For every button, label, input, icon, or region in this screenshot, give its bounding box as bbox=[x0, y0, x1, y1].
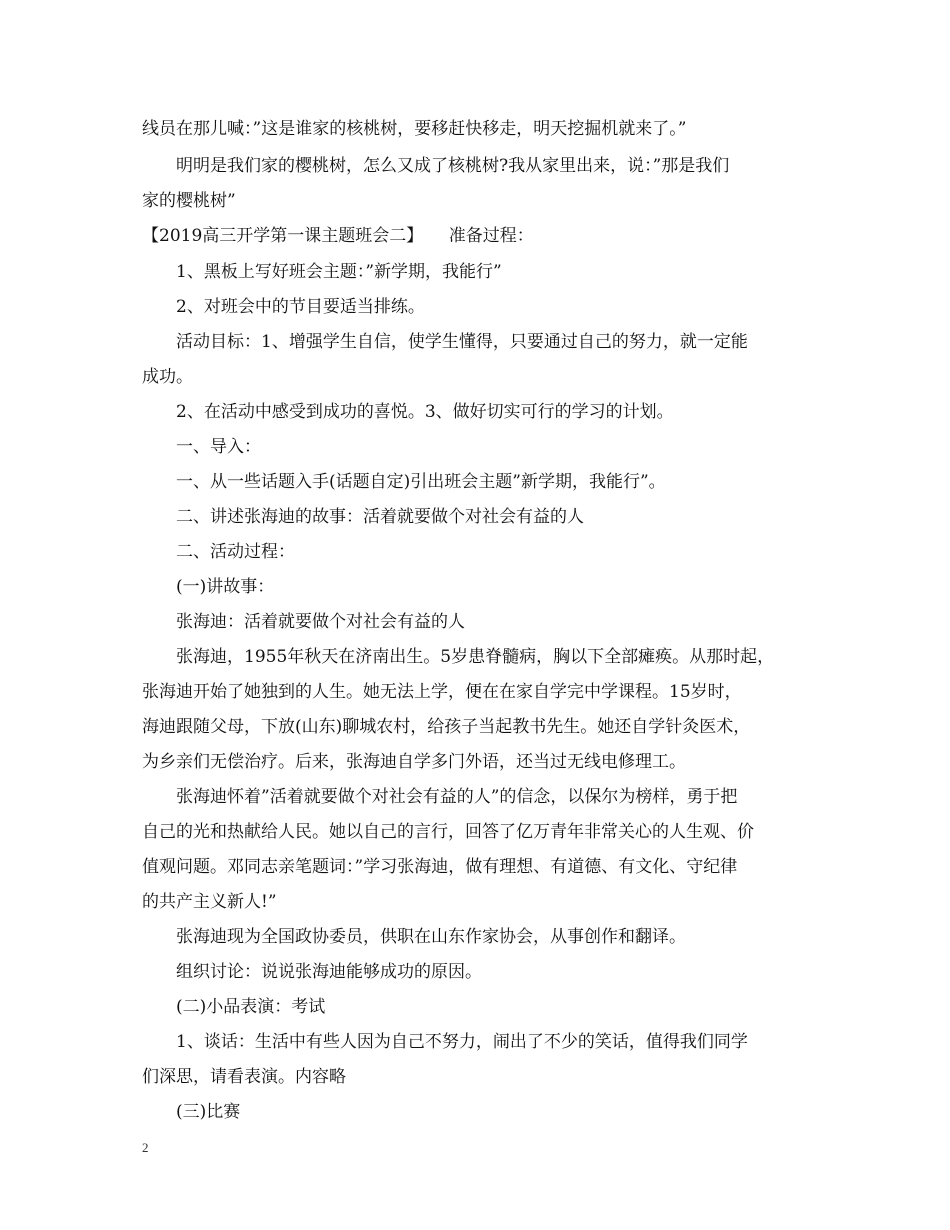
text-line: 活动目标：1、增强学生自信，使学生懂得，只要通过自己的努力，就一定能 bbox=[176, 332, 748, 352]
page-number: 2 bbox=[142, 1140, 149, 1155]
text-line: 张海迪怀着”活着就要做个对社会有益的人”的信念，以保尔为榜样，勇于把 bbox=[176, 787, 738, 807]
text-line: 二、讲述张海迪的故事：活着就要做个对社会有益的人 bbox=[176, 507, 584, 527]
text-line: 2、在活动中感受到成功的喜悦。3、做好切实可行的学习的计划。 bbox=[176, 402, 674, 422]
text-line: 张海迪，1955年秋天在济南出生。5岁患脊髓病，胸以下全部瘫痪。从那时起， bbox=[176, 647, 775, 667]
text-line: (一)讲故事： bbox=[176, 577, 275, 597]
section-heading: 【2019高三开学第一课主题班会二】 准备过程： bbox=[142, 226, 534, 246]
text-line: 1、黑板上写好班会主题：”新学期，我能行” bbox=[176, 262, 502, 282]
text-line: 海迪跟随父母，下放(山东)聊城农村，给孩子当起教书先生。她还自学针灸医术， bbox=[142, 717, 751, 737]
text-line: 家的樱桃树” bbox=[142, 191, 236, 211]
text-line: 张海迪现为全国政协委员，供职在山东作家协会，从事创作和翻译。 bbox=[176, 927, 686, 947]
text-line: (二)小品表演：考试 bbox=[176, 997, 326, 1017]
text-line: (三)比赛 bbox=[176, 1102, 241, 1122]
text-line: 1、谈话：生活中有些人因为自己不努力，闹出了不少的笑话，值得我们同学 bbox=[176, 1032, 748, 1052]
text-line: 一、导入： bbox=[176, 437, 261, 457]
text-line: 一、从一些话题入手(话题自定)引出班会主题”新学期，我能行”。 bbox=[176, 472, 666, 492]
text-line: 们深思，请看表演。内容略 bbox=[142, 1067, 346, 1087]
text-line: 为乡亲们无偿治疗。后来，张海迪自学多门外语，还当过无线电修理工。 bbox=[142, 752, 686, 772]
text-line: 二、活动过程： bbox=[176, 542, 295, 562]
text-line: 组织讨论：说说张海迪能够成功的原因。 bbox=[176, 962, 482, 982]
text-line: 值观问题。邓同志亲笔题词：”学习张海迪，做有理想、有道德、有文化、守纪律 bbox=[142, 857, 738, 877]
text-line: 自己的光和热献给人民。她以自己的言行，回答了亿万青年非常关心的人生观、价 bbox=[142, 822, 754, 842]
text-line: 张海迪：活着就要做个对社会有益的人 bbox=[176, 612, 465, 632]
text-line: 明明是我们家的樱桃树，怎么又成了核桃树?我从家里出来，说：”那是我们 bbox=[176, 156, 730, 176]
text-line: 的共产主义新人!” bbox=[142, 892, 277, 912]
text-line: 2、对班会中的节目要适当排练。 bbox=[176, 297, 425, 317]
text-line: 张海迪开始了她独到的人生。她无法上学，便在在家自学完中学课程。15岁时， bbox=[142, 682, 742, 702]
text-line: 线员在那儿喊：”这是谁家的核桃树，要移赶快移走，明天挖掘机就来了。” bbox=[142, 119, 687, 139]
text-line: 成功。 bbox=[142, 367, 193, 387]
